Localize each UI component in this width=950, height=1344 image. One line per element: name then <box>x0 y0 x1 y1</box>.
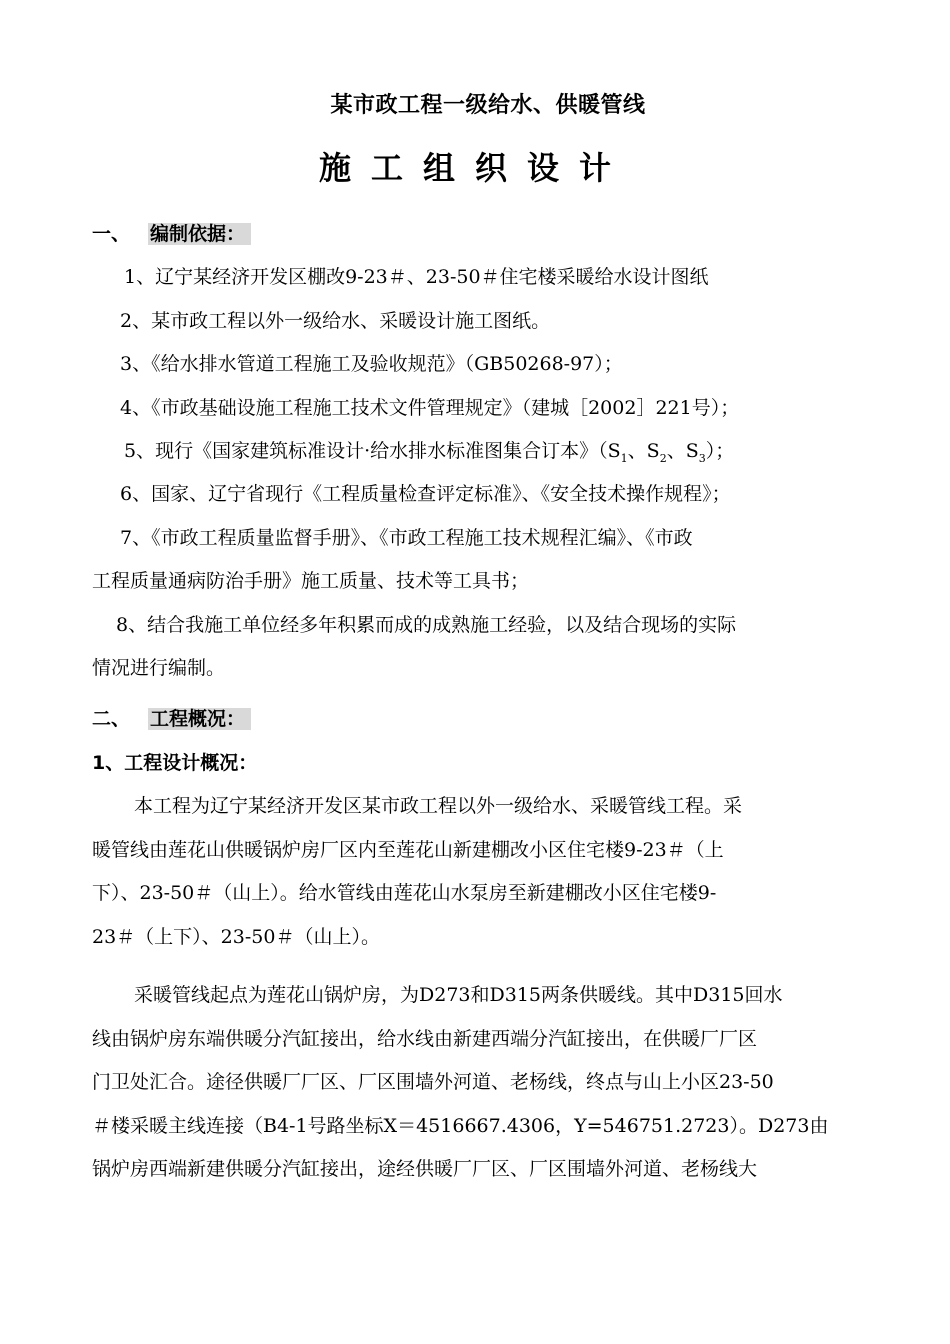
section-2-number: 二、 <box>92 708 131 730</box>
section-1-title: 编制依据： <box>148 223 251 245</box>
basis-item-5-end: ）； <box>705 440 735 462</box>
basis-item-8: 8、结合我施工单位经多年积累而成的成熟施工经验，以及结合现场的实际 <box>116 614 737 636</box>
document-title: 某市政工程一级给水、供暖管线 <box>330 93 646 118</box>
basis-item-7-cont: 工程质量通病防治手册》施工质量、技术等工具书； <box>92 570 530 592</box>
overview-para-1-line-3: 下）、23-50＃（山上）。给水管线由莲花山水泵房至新建棚改小区住宅楼9- <box>92 882 717 904</box>
subscript-2: 2 <box>659 451 667 465</box>
subsection-1-heading: 1、工程设计概况： <box>92 752 258 774</box>
basis-item-5 <box>124 438 734 472</box>
basis-item-8-cont: 情况进行编制。 <box>92 657 226 679</box>
document-subtitle: 施工组织设计 <box>318 149 631 187</box>
overview-para-1-line-1: 本工程为辽宁某经济开发区某市政工程以外一级给水、采暖管线工程。采 <box>134 795 743 817</box>
overview-para-2-line-2: 线由锅炉房东端供暖分汽缸接出，给水线由新建西端分汽缸接出，在供暖厂厂区 <box>92 1028 758 1050</box>
basis-item-5-sep-2: 、S <box>666 440 699 462</box>
basis-item-7: 7、《市政工程质量监督手册》、《市政工程施工技术规程汇编》、《市政 <box>120 527 693 549</box>
section-1-number: 一、 <box>92 223 131 245</box>
basis-item-3: 3、《给水排水管道工程施工及验收规范》（GB50268-97）； <box>120 353 623 375</box>
basis-item-5-text: 5、现行《国家建筑标准设计·给水排水标准图集合订本》（S <box>124 440 621 462</box>
overview-para-2-line-4: ＃楼采暖主线连接（B4-1号路坐标X＝4516667.4306，Y=546751.2723）。D273由 <box>92 1115 829 1137</box>
section-2-title: 工程概况： <box>148 708 251 730</box>
section-1-heading <box>92 221 251 247</box>
basis-item-6: 6、国家、辽宁省现行《工程质量检查评定标准》、《安全技术操作规程》； <box>120 483 731 505</box>
subscript-3: 3 <box>698 451 706 465</box>
section-2-heading <box>92 706 251 732</box>
basis-item-5-sep-1: 、S <box>627 440 660 462</box>
overview-para-2-line-5: 锅炉房西端新建供暖分汽缸接出，途经供暖厂厂区、厂区围墙外河道、老杨线大 <box>92 1158 758 1180</box>
basis-item-2: 2、某市政工程以外一级给水、采暖设计施工图纸。 <box>120 310 551 332</box>
overview-para-1-line-4: 23＃（上下）、23-50＃（山上）。 <box>92 926 380 948</box>
basis-item-4: 4、《市政基础设施工程施工技术文件管理规定》（建城［2002］221号）； <box>120 397 740 419</box>
overview-para-1-line-2: 暖管线由莲花山供暖锅炉房厂区内至莲花山新建棚改小区住宅楼9-23＃（上 <box>92 839 724 861</box>
overview-para-2-line-1: 采暖管线起点为莲花山锅炉房，为D273和D315两条供暖线。其中D315回水 <box>134 984 783 1006</box>
basis-item-1: 1、辽宁某经济开发区棚改9-23＃、23-50＃住宅楼采暖给水设计图纸 <box>124 266 709 288</box>
overview-para-2-line-3: 门卫处汇合。途径供暖厂厂区、厂区围墙外河道、老杨线，终点与山上小区23-50 <box>92 1071 774 1093</box>
subscript-1: 1 <box>620 451 628 465</box>
